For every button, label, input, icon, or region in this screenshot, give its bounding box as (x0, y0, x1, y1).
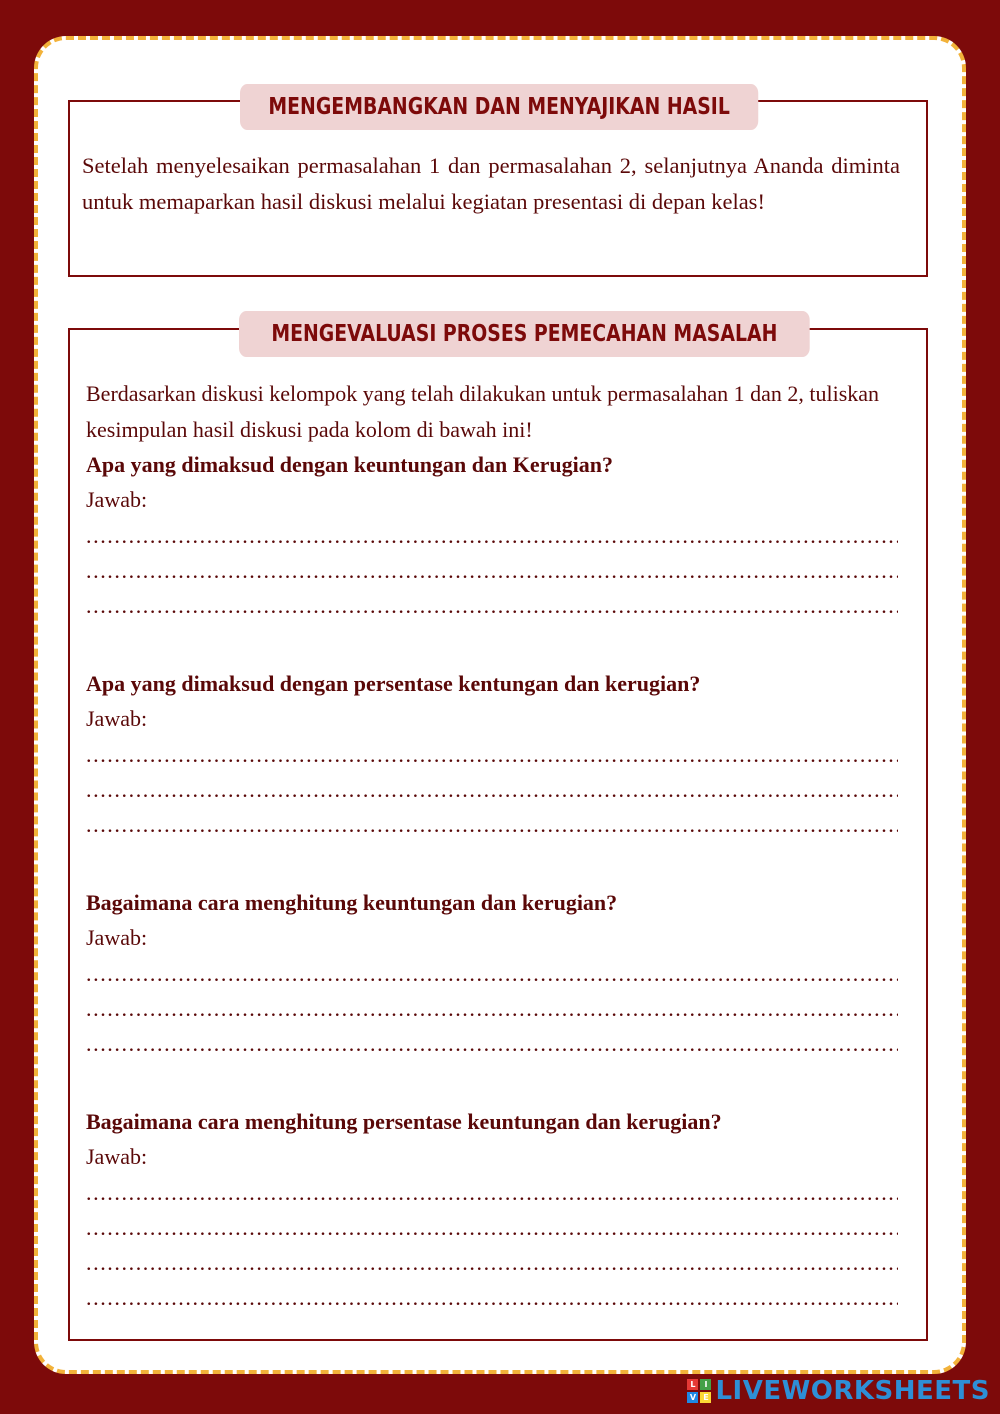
logo-tile: I (700, 1379, 711, 1390)
answer-line[interactable] (86, 553, 898, 588)
answer-label-4: Jawab: (86, 1144, 148, 1169)
question-4: Bagaimana cara menghitung persentase keuntungan dan kerugian? (86, 1109, 722, 1134)
answer-line[interactable] (86, 1245, 898, 1280)
section-2-body (86, 376, 902, 1315)
answer-line[interactable] (86, 518, 898, 553)
question-block-1 (86, 448, 902, 623)
answer-line[interactable] (86, 807, 898, 842)
section-1-text: Setelah menyelesaikan permasalahan 1 dan permasalahan 2, selanjutnya Ananda diminta untuk memaparkan hasil diskusi melalui kegiatan presentasi di depan kelas! (82, 153, 900, 214)
answer-line[interactable] (86, 737, 898, 772)
liveworksheets-logo-icon (687, 1379, 711, 1403)
question-2: Apa yang dimaksud dengan persentase kentungan dan kerugian? (86, 671, 701, 696)
answer-line[interactable] (86, 1175, 898, 1210)
answer-line[interactable] (86, 956, 898, 991)
question-block-4 (86, 1105, 902, 1315)
answer-line[interactable] (86, 1210, 898, 1245)
section-1-title: MENGEMBANGKAN DAN MENYAJIKAN HASIL (240, 84, 758, 130)
liveworksheets-watermark (687, 1376, 990, 1406)
question-1: Apa yang dimaksud dengan keuntungan dan Kerugian? (86, 452, 613, 477)
section-2-title: MENGEVALUASI PROSES PEMECAHAN MASALAH (239, 311, 810, 357)
answer-line[interactable] (86, 1280, 898, 1315)
question-3: Bagaimana cara menghitung keuntungan dan kerugian? (86, 890, 618, 915)
logo-tile: L (687, 1379, 698, 1390)
question-block-2 (86, 667, 902, 842)
answer-label-2: Jawab: (86, 706, 148, 731)
answer-line[interactable] (86, 1026, 898, 1061)
question-block-3 (86, 886, 902, 1061)
answer-line[interactable] (86, 772, 898, 807)
answer-line[interactable] (86, 588, 898, 623)
answer-line[interactable] (86, 991, 898, 1026)
logo-tile: E (700, 1392, 711, 1403)
logo-tile: V (687, 1392, 698, 1403)
answer-label-3: Jawab: (86, 925, 148, 950)
watermark-text: LIVEWORKSHEETS (715, 1376, 990, 1406)
section-2-intro: Berdasarkan diskusi kelompok yang telah dilakukan untuk permasalahan 1 dan 2, tuliskan kesimpulan hasil diskusi pada kolom di bawah ini! (86, 381, 880, 442)
answer-label-1: Jawab: (86, 487, 148, 512)
